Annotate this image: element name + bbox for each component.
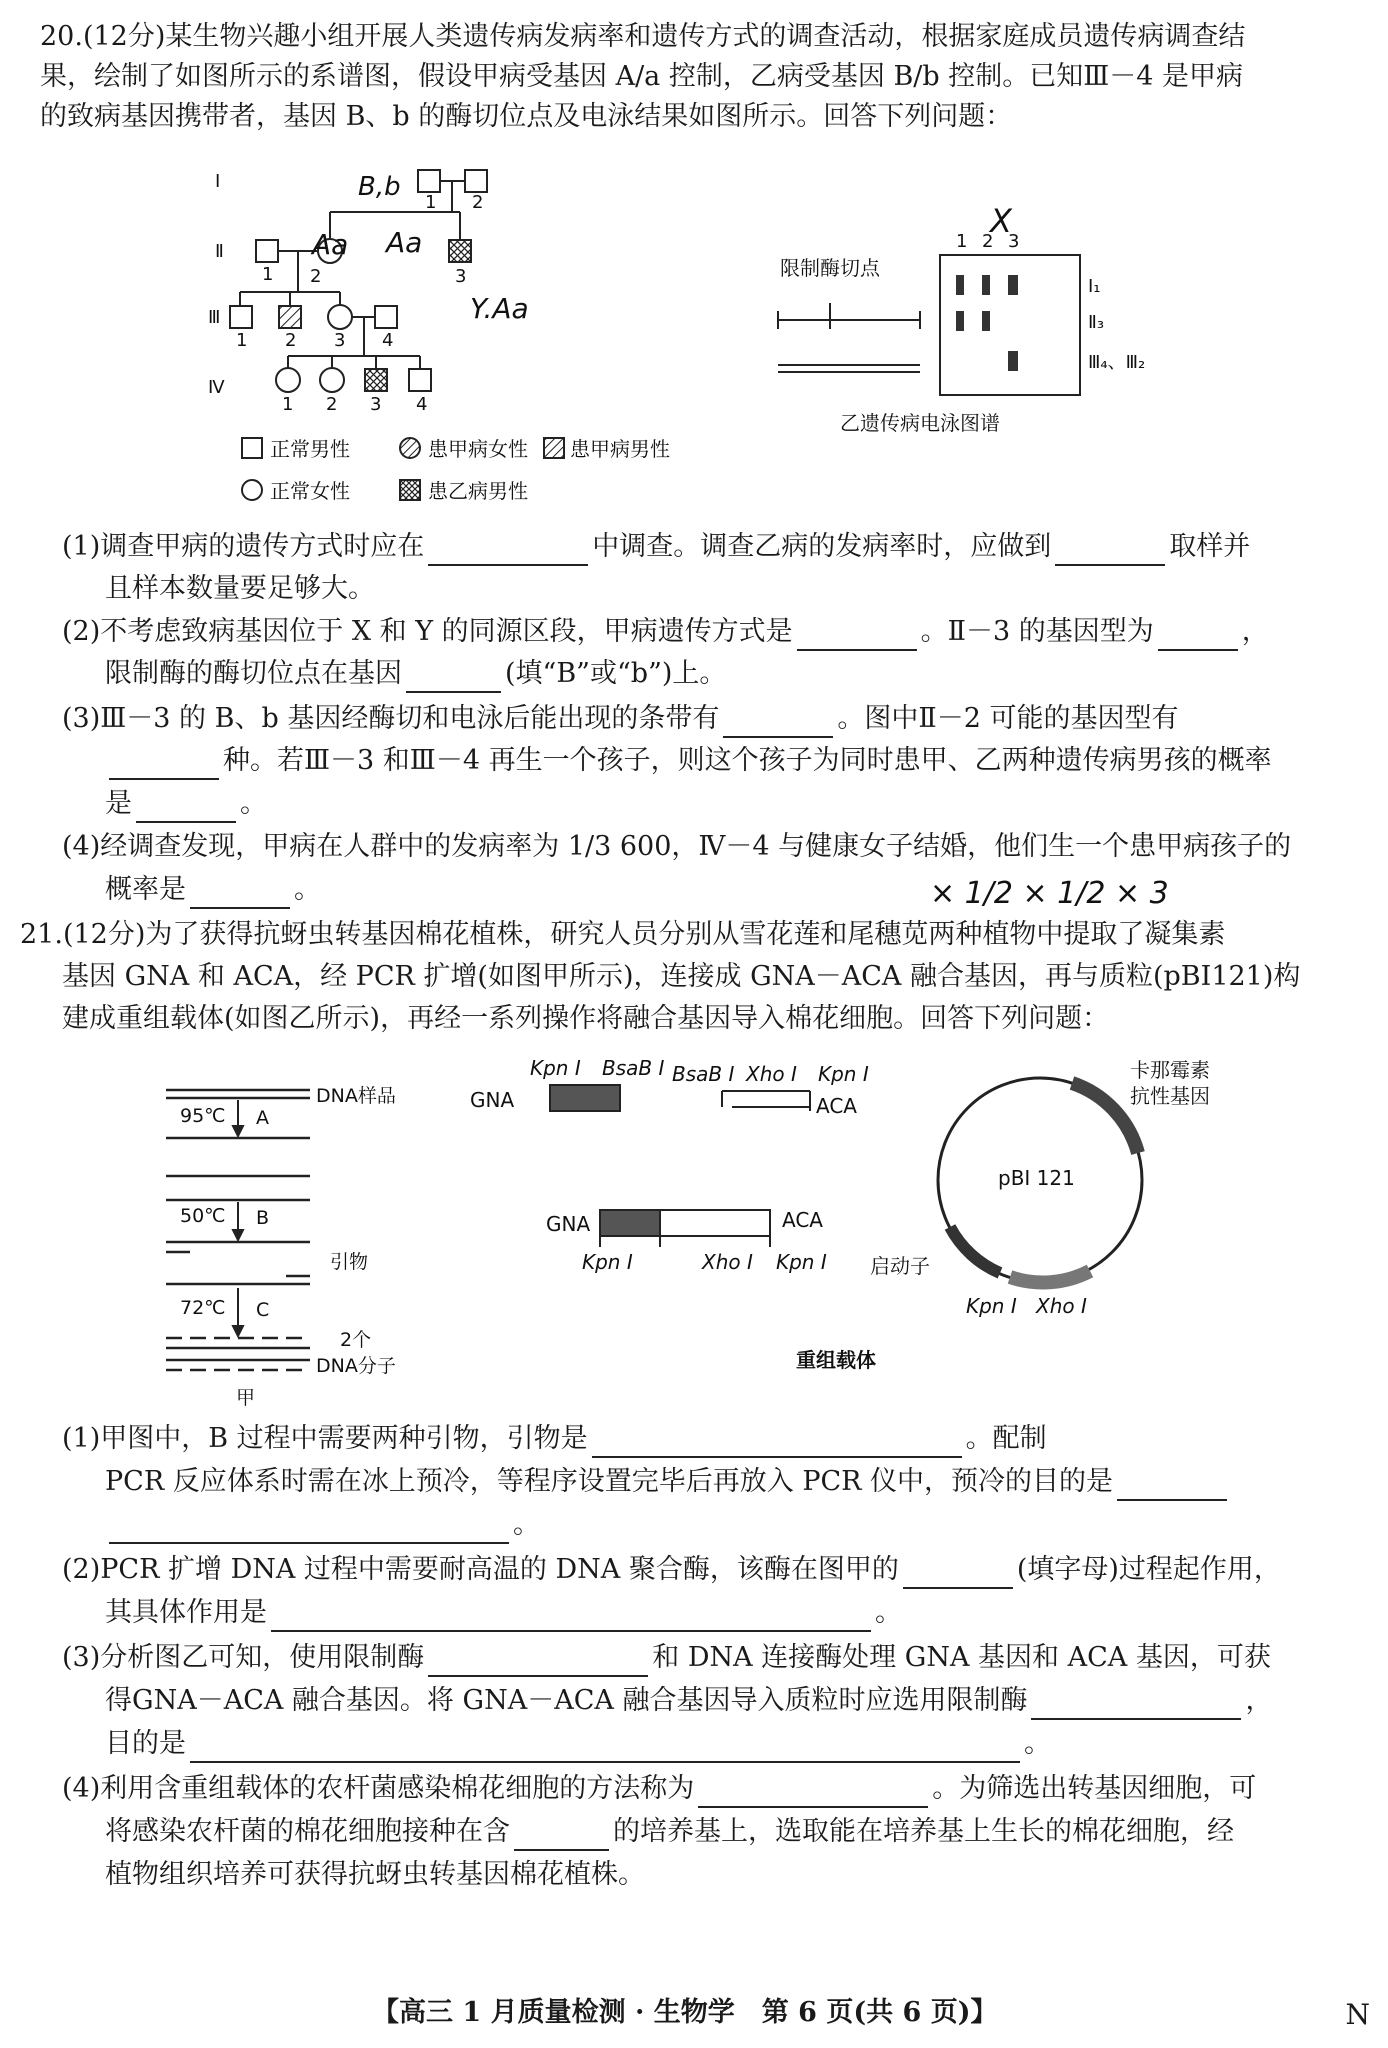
vector-diagram: [470, 1055, 1350, 1385]
cut-site-label: 限制酶切点: [780, 256, 880, 280]
q21-p4-line2: [105, 1813, 1234, 1851]
I-2: [465, 170, 487, 192]
q21-p4-d: 的培养基上，选取能在培养基上生长的棉花细胞，经: [613, 1816, 1234, 1847]
band-lane2-row1: [982, 275, 990, 295]
num-II-1: 1: [262, 264, 274, 285]
q21-p2-line1: [62, 1551, 1281, 1589]
q21-p1-d: 。: [513, 1509, 540, 1540]
q21-p3-e: 目的是: [105, 1728, 186, 1759]
q20-p1-a: (1)调查甲病的遗传方式时应在: [62, 531, 425, 562]
pedigree-legend: [238, 432, 738, 512]
q20-p1-d: 且样本数量要足够大。: [105, 573, 375, 604]
q21-p1-line3: [105, 1506, 540, 1544]
q21-p3-line1: [62, 1639, 1271, 1677]
pedigree-chart: [208, 140, 750, 415]
band-lane1-row1: [956, 275, 964, 295]
q20-stem-line2: 果，绘制了如图所示的系谱图，假设甲病受基因 A/a 控制，乙病受基因 B/b 控制。已知Ⅲ－4 是甲病: [40, 61, 1244, 92]
handwriting-note: B,b: [358, 172, 401, 202]
row-label-3: Ⅲ₄、Ⅲ₂: [1088, 352, 1146, 373]
q20-p2-d: 限制酶的酶切位点在基因: [105, 658, 402, 689]
q20-p3-a: (3)Ⅲ－3 的 B、b 基因经酶切和电泳后能出现的条带有: [62, 703, 720, 734]
pcr-dna-sample: DNA样品: [316, 1085, 396, 1107]
label-kana-1: 卡那霉素: [1130, 1058, 1210, 1082]
answer-blank[interactable]: [428, 536, 588, 566]
q21-p3-line3: [105, 1725, 1051, 1763]
q20-p3-line2: [105, 742, 1272, 780]
label-kpn-4: Kpn Ⅰ: [776, 1250, 827, 1274]
q21-p1-line1: [62, 1420, 1047, 1458]
q20-p3-b: 。图中Ⅱ－2 可能的基因型有: [837, 703, 1179, 734]
pcr-step-c-temp: 72℃: [180, 1297, 226, 1319]
kana-gene-arc: [1072, 1083, 1138, 1153]
q21-p1-line2: [105, 1463, 1231, 1501]
q21-stem-line2: 基因 GNA 和 ACA，经 PCR 扩增(如图甲所示)，连接成 GNA－ACA 融合基因，再与质粒(pBI121)构: [62, 961, 1301, 992]
band-lane2-row2: [982, 311, 990, 331]
legend-normal-male-symbol: [242, 438, 262, 458]
answer-blank[interactable]: [136, 793, 236, 823]
IV-3: [365, 369, 387, 391]
label-xho-1: Xho Ⅰ: [746, 1062, 797, 1086]
q21-p3-a: (3)分析图乙可知，使用限制酶: [62, 1642, 425, 1673]
pcr-caption: 甲: [236, 1387, 256, 1409]
handwriting-note: × 1/2 × 1/2 × 3: [930, 876, 1169, 911]
q21-p2-b: (填字母)过程起作用，: [1016, 1554, 1281, 1585]
answer-blank[interactable]: [1055, 536, 1165, 566]
q20-p1-line1: [62, 528, 1250, 566]
num-III-1: 1: [236, 330, 248, 351]
legend-normal-male-label: 正常男性: [270, 437, 350, 461]
label-kpn-1: Kpn Ⅰ: [530, 1056, 581, 1080]
pcr-step-a: A: [256, 1107, 269, 1129]
insert-arc: [1010, 1271, 1090, 1282]
q21-p2-a: (2)PCR 扩增 DNA 过程中需要耐高温的 DNA 聚合酶，该酶在图甲的: [62, 1554, 899, 1585]
q20-p3-line3: [105, 785, 267, 823]
answer-blank[interactable]: [1117, 1471, 1227, 1501]
q21-p4-c: 将感染农杆菌的棉花细胞接种在含: [105, 1816, 510, 1847]
legend-affected-a-male-symbol: [544, 438, 564, 458]
answer-blank[interactable]: [903, 1559, 1013, 1589]
lane-number-1: 1: [956, 231, 968, 252]
q20-p4-line2: [105, 871, 321, 909]
answer-blank[interactable]: [698, 1778, 928, 1808]
promoter-arc: [950, 1227, 1000, 1273]
answer-blank[interactable]: [797, 621, 917, 651]
q21-p1-b: 。配制: [965, 1423, 1047, 1454]
answer-blank[interactable]: [406, 663, 501, 693]
answer-blank[interactable]: [109, 750, 219, 780]
q20-p4-a: (4)经调查发现，甲病在人群中的发病率为 1/3 600，Ⅳ－4 与健康女子结婚，他们生一个患甲病孩子的: [62, 831, 1292, 862]
label-aca-1: ACA: [816, 1094, 857, 1118]
III-3: [328, 305, 352, 329]
handwriting-note: Y.Aa: [470, 292, 529, 325]
num-IV-3: 3: [370, 394, 382, 415]
handwriting-note: X: [990, 202, 1012, 240]
label-kpn-5: Kpn Ⅰ: [966, 1294, 1017, 1318]
q21-p3-d: ，: [1245, 1685, 1273, 1716]
band-lane3-row1: [1008, 275, 1018, 295]
answer-blank[interactable]: [514, 1821, 609, 1851]
II-3: [449, 240, 471, 262]
handwriting-note: Aa: [312, 228, 349, 261]
pcr-two: 2个: [340, 1329, 372, 1351]
q21-p2-line2: [105, 1594, 902, 1632]
fused-aca-part: [660, 1210, 770, 1236]
answer-blank[interactable]: [1158, 621, 1238, 651]
page-footer: 【高三 1 月质量检测 · 生物学 第 6 页(共 6 页)】: [372, 1997, 998, 2028]
label-plasmid: pBI 121: [998, 1166, 1075, 1190]
label-gna-2: GNA: [546, 1212, 591, 1236]
q20-p2-a: (2)不考虑致病基因位于 X 和 Y 的同源区段，甲病遗传方式是: [62, 616, 793, 647]
q20-p1-c: 取样并: [1169, 531, 1251, 562]
label-bsab-2: BsaB Ⅰ: [672, 1062, 735, 1086]
row-label-2: Ⅱ₃: [1088, 312, 1105, 333]
q21-p4-line1: [62, 1770, 1256, 1808]
band-lane3-row3: [1008, 351, 1018, 371]
III-2: [279, 306, 301, 328]
q21-p2-d: 。: [875, 1597, 902, 1628]
q21-p3-b: 和 DNA 连接酶处理 GNA 基因和 ACA 基因，可获: [652, 1642, 1271, 1673]
vector-caption: 重组载体: [796, 1348, 876, 1372]
q21-p4-b: 。为筛选出转基因细胞，可: [932, 1773, 1257, 1804]
answer-blank[interactable]: [190, 879, 290, 909]
q20-p2-c: ，: [1241, 616, 1269, 647]
q20-p3-d: 是: [105, 788, 132, 819]
I-1: [418, 170, 440, 192]
legend-affected-b-male-label: 患乙病男性: [428, 479, 528, 503]
q21-p2-c: 其具体作用是: [105, 1597, 267, 1628]
row-label-1: Ⅰ₁: [1088, 276, 1101, 297]
gen-label-I: Ⅰ: [215, 171, 221, 192]
pcr-step-b: B: [256, 1207, 270, 1229]
label-bsab-1: BsaB Ⅰ: [602, 1056, 665, 1080]
num-III-2: 2: [285, 330, 297, 351]
lane-number-3: 3: [1008, 231, 1020, 252]
answer-blank[interactable]: [271, 1602, 871, 1632]
corner-mark: N: [1345, 1998, 1370, 2031]
q20-p1-b: 中调查。调查乙病的发病率时，应做到: [592, 531, 1052, 562]
q20-p3-line1: [62, 700, 1178, 738]
num-IV-1: 1: [282, 394, 294, 415]
legend-affected-b-male-symbol: [400, 480, 420, 500]
answer-blank[interactable]: [1031, 1690, 1241, 1720]
answer-blank[interactable]: [109, 1514, 509, 1544]
pcr-step-a-temp: 95℃: [180, 1105, 226, 1127]
q21-p1-a: (1)甲图中，B 过程中需要两种引物，引物是: [62, 1423, 588, 1454]
gen-label-III: Ⅲ: [208, 307, 221, 328]
label-kana-2: 抗性基因: [1130, 1084, 1210, 1108]
label-promoter: 启动子: [870, 1254, 930, 1278]
IV-2: [320, 368, 344, 392]
num-I-1: 1: [425, 192, 437, 213]
label-kpn-3: Kpn Ⅰ: [582, 1250, 633, 1274]
q20-p3-c: 种。若Ⅲ－3 和Ⅲ－4 再生一个孩子，则这个孩子为同时患甲、乙两种遗传病男孩的概率: [223, 745, 1272, 776]
q20-p3-e: 。: [240, 788, 267, 819]
q20-p4-c: 。: [294, 874, 321, 905]
num-III-3: 3: [334, 330, 346, 351]
q21-p1-c: PCR 反应体系时需在冰上预冷，等程序设置完毕后再放入 PCR 仪中，预冷的目的是: [105, 1466, 1114, 1497]
pcr-step-c: C: [256, 1299, 270, 1321]
handwriting-note: Aa: [386, 226, 423, 259]
label-xho-3: Xho Ⅰ: [1036, 1294, 1087, 1318]
num-IV-4: 4: [416, 394, 428, 415]
pcr-diagram: [160, 1070, 440, 1410]
label-aca-2: ACA: [782, 1208, 823, 1232]
pcr-primer: 引物: [330, 1251, 369, 1273]
q20-p2-e: (填“B”或“b”)上。: [505, 658, 727, 689]
q21-p3-line2: [105, 1682, 1272, 1720]
legend-affected-a-female-symbol: [400, 438, 420, 458]
q20-p2-line1: [62, 613, 1269, 651]
q21-stem-line3: 建成重组载体(如图乙所示)，再经一系列操作将融合基因导入棉花细胞。回答下列问题：: [62, 1003, 1110, 1034]
num-III-4: 4: [382, 330, 394, 351]
pcr-dna-molecule: DNA分子: [316, 1355, 396, 1377]
III-1: [230, 306, 252, 328]
electrophoresis-figure: [770, 225, 1330, 440]
band-lane1-row2: [956, 311, 964, 331]
answer-blank[interactable]: [428, 1647, 648, 1677]
electro-caption: 乙遗传病电泳图谱: [840, 411, 1000, 435]
q21-p4-a: (4)利用含重组载体的农杆菌感染棉花细胞的方法称为: [62, 1773, 695, 1804]
label-gna-1: GNA: [470, 1088, 515, 1112]
legend-normal-female-symbol: [242, 480, 262, 500]
IV-1: [276, 368, 300, 392]
q20-p2-line2: [105, 655, 726, 693]
pcr-step-b-temp: 50℃: [180, 1205, 226, 1227]
gen-label-IV: Ⅳ: [208, 377, 225, 398]
lane-number-2: 2: [982, 231, 994, 252]
label-xho-2: Xho Ⅰ: [702, 1250, 753, 1274]
gna-fragment: [550, 1085, 620, 1111]
num-IV-2: 2: [326, 394, 338, 415]
q21-p4-e: 植物组织培养可获得抗蚜虫转基因棉花植株。: [105, 1859, 645, 1890]
q20-stem-line1: 20.(12分)某生物兴趣小组开展人类遗传病发病率和遗传方式的调查活动，根据家庭成员遗传病调查结: [40, 21, 1246, 52]
num-II-2: 2: [310, 266, 322, 287]
q20-p2-b: 。Ⅱ－3 的基因型为: [920, 616, 1154, 647]
num-II-3: 3: [455, 266, 467, 287]
q20-p4-b: 概率是: [105, 874, 186, 905]
IV-4: [409, 369, 431, 391]
label-kpn-2: Kpn Ⅰ: [818, 1062, 869, 1086]
gen-label-II: Ⅱ: [215, 241, 224, 262]
fused-gna-part: [600, 1210, 660, 1236]
answer-blank[interactable]: [723, 708, 833, 738]
q21-stem-line1: 21.(12分)为了获得抗蚜虫转基因棉花植株，研究人员分别从雪花莲和尾穗苋两种植物中提取了凝集素: [20, 919, 1226, 950]
II-1: [256, 240, 278, 262]
III-4: [375, 306, 397, 328]
legend-affected-a-male-label: 患甲病男性: [570, 437, 670, 461]
q20-stem-line3: 的致病基因携带者，基因 B、b 的酶切位点及电泳结果如图所示。回答下列问题：: [40, 101, 1013, 132]
q21-p3-c: 得GNA－ACA 融合基因。将 GNA－ACA 融合基因导入质粒时应选用限制酶: [105, 1685, 1028, 1716]
q21-p3-f: 。: [1024, 1728, 1051, 1759]
legend-normal-female-label: 正常女性: [270, 479, 350, 503]
answer-blank[interactable]: [190, 1733, 1020, 1763]
legend-affected-a-female-label: 患甲病女性: [428, 437, 528, 461]
num-I-2: 2: [472, 192, 484, 213]
answer-blank[interactable]: [592, 1428, 962, 1458]
